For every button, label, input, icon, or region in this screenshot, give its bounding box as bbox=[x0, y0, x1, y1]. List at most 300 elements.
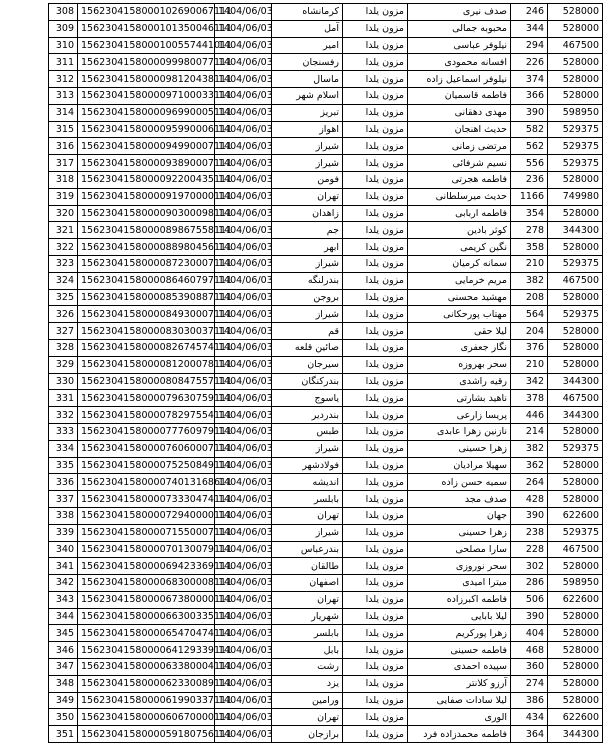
tracking-code: 1562304158000080847557111 bbox=[78, 373, 215, 390]
city-name: اسلام شهر bbox=[272, 87, 343, 104]
table-row bbox=[49, 155, 603, 172]
city-name: شیراز bbox=[272, 255, 343, 272]
table-row bbox=[49, 188, 603, 205]
shop-name: مزون یلدا bbox=[343, 87, 408, 104]
city-name: شیراز bbox=[272, 440, 343, 457]
customer-name: سحر نوروزی bbox=[408, 558, 511, 575]
item-number: 446 bbox=[511, 407, 548, 424]
shop-name: مزون یلدا bbox=[343, 692, 408, 709]
table-row bbox=[49, 675, 603, 692]
shop-name: مزون یلدا bbox=[343, 272, 408, 289]
amount-value: 528000 bbox=[548, 339, 603, 356]
amount-value: 598950 bbox=[548, 104, 603, 121]
order-date: 1404/06/03 bbox=[215, 121, 272, 138]
row-index: 342 bbox=[49, 575, 78, 592]
table-row bbox=[49, 272, 603, 289]
item-number: 562 bbox=[511, 138, 548, 155]
table-row bbox=[49, 138, 603, 155]
order-date: 1404/06/03 bbox=[215, 71, 272, 88]
tracking-code: 1562304158000060670000111 bbox=[78, 709, 215, 726]
order-date: 1404/06/03 bbox=[215, 37, 272, 54]
amount-value: 528000 bbox=[548, 474, 603, 491]
order-date: 1404/06/03 bbox=[215, 222, 272, 239]
row-index: 340 bbox=[49, 541, 78, 558]
item-number: 390 bbox=[511, 104, 548, 121]
shop-name: مزون یلدا bbox=[343, 138, 408, 155]
shop-name: مزون یلدا bbox=[343, 491, 408, 508]
customer-name: فاطمه حسینی bbox=[408, 642, 511, 659]
order-date: 1404/06/03 bbox=[215, 440, 272, 457]
tracking-code: 1562304158000062330089111 bbox=[78, 675, 215, 692]
item-number: 354 bbox=[511, 205, 548, 222]
order-date: 1404/06/03 bbox=[215, 709, 272, 726]
item-number: 302 bbox=[511, 558, 548, 575]
table-row bbox=[49, 423, 603, 440]
shop-name: مزون یلدا bbox=[343, 104, 408, 121]
tracking-code: 1562304158000101350046111 bbox=[78, 20, 215, 37]
tracking-code: 1562304158000085390887111 bbox=[78, 289, 215, 306]
tracking-code: 1562304158000068300008111 bbox=[78, 575, 215, 592]
row-index: 348 bbox=[49, 675, 78, 692]
customer-name: نازنین زهرا عابدی bbox=[408, 423, 511, 440]
row-index: 323 bbox=[49, 255, 78, 272]
tracking-code: 1562304158000089867558111 bbox=[78, 222, 215, 239]
city-name: اهواز bbox=[272, 121, 343, 138]
order-date: 1404/06/03 bbox=[215, 272, 272, 289]
item-number: 210 bbox=[511, 356, 548, 373]
tracking-code: 1562304158000069423369111 bbox=[78, 558, 215, 575]
item-number: 390 bbox=[511, 507, 548, 524]
amount-value: 529375 bbox=[548, 155, 603, 172]
tracking-code: 1562304158000100557441011 bbox=[78, 37, 215, 54]
customer-name: مهتاب پورحکانی bbox=[408, 306, 511, 323]
order-date: 1404/06/03 bbox=[215, 356, 272, 373]
customer-name: سپیده احمدی bbox=[408, 659, 511, 676]
order-date: 1404/06/03 bbox=[215, 625, 272, 642]
row-index: 343 bbox=[49, 591, 78, 608]
customer-name: افسانه محمودی bbox=[408, 54, 511, 71]
item-number: 264 bbox=[511, 474, 548, 491]
row-index: 350 bbox=[49, 709, 78, 726]
item-number: 428 bbox=[511, 491, 548, 508]
customer-name: زهرا حسینی bbox=[408, 440, 511, 457]
tracking-code: 1562304158000074013168611 bbox=[78, 474, 215, 491]
table-row bbox=[49, 524, 603, 541]
row-index: 309 bbox=[49, 20, 78, 37]
shop-name: مزون یلدا bbox=[343, 222, 408, 239]
customer-name: مریم خرمایی bbox=[408, 272, 511, 289]
amount-value: 528000 bbox=[548, 289, 603, 306]
item-number: 376 bbox=[511, 339, 548, 356]
shop-name: مزون یلدا bbox=[343, 642, 408, 659]
customer-name: فاطمه اکبرزاده bbox=[408, 591, 511, 608]
order-date: 1404/06/03 bbox=[215, 390, 272, 407]
order-date: 1404/06/03 bbox=[215, 474, 272, 491]
amount-value: 528000 bbox=[548, 4, 603, 21]
order-date: 1404/06/03 bbox=[215, 608, 272, 625]
tracking-code: 1562304158000090300098111 bbox=[78, 205, 215, 222]
customer-name: نیلوفر عباسی bbox=[408, 37, 511, 54]
tracking-code: 1562304158000065470474111 bbox=[78, 625, 215, 642]
shop-name: مزون یلدا bbox=[343, 558, 408, 575]
row-index: 335 bbox=[49, 457, 78, 474]
amount-value: 467500 bbox=[548, 541, 603, 558]
shop-name: مزون یلدا bbox=[343, 575, 408, 592]
amount-value: 528000 bbox=[548, 20, 603, 37]
tracking-code: 1562304158000076060007111 bbox=[78, 440, 215, 457]
item-number: 226 bbox=[511, 54, 548, 71]
tracking-code: 1562304158000088980456111 bbox=[78, 239, 215, 256]
table-row bbox=[49, 625, 603, 642]
tracking-code: 1562304158000099980077111 bbox=[78, 54, 215, 71]
tracking-code: 1562304158000067380000111 bbox=[78, 591, 215, 608]
customer-name: مرتضی زمانی bbox=[408, 138, 511, 155]
amount-value: 528000 bbox=[548, 356, 603, 373]
customer-name: لیلا سادات صفایی bbox=[408, 692, 511, 709]
tracking-code: 1562304158000077760979111 bbox=[78, 423, 215, 440]
tracking-code: 1562304158000092200435111 bbox=[78, 171, 215, 188]
item-number: 204 bbox=[511, 323, 548, 340]
amount-value: 528000 bbox=[548, 54, 603, 71]
row-index: 328 bbox=[49, 339, 78, 356]
tracking-code: 1562304158000063380004111 bbox=[78, 659, 215, 676]
city-name: فولادشهر bbox=[272, 457, 343, 474]
customer-name: حدیث اهنجان bbox=[408, 121, 511, 138]
city-name: اصفهان bbox=[272, 575, 343, 592]
item-number: 382 bbox=[511, 272, 548, 289]
city-name: بندرعباس bbox=[272, 541, 343, 558]
customer-name: لیلا بابایی bbox=[408, 608, 511, 625]
item-number: 564 bbox=[511, 306, 548, 323]
shop-name: مزون یلدا bbox=[343, 188, 408, 205]
amount-value: 344300 bbox=[548, 222, 603, 239]
table-row bbox=[49, 222, 603, 239]
tracking-code: 1562304158000059180756111 bbox=[78, 726, 215, 743]
customer-name: الوری bbox=[408, 709, 511, 726]
item-number: 386 bbox=[511, 692, 548, 709]
customer-name: فاطمه محمدزاده فرد bbox=[408, 726, 511, 743]
amount-value: 528000 bbox=[548, 423, 603, 440]
customer-name: مهدی دهقانی bbox=[408, 104, 511, 121]
city-name: تهران bbox=[272, 188, 343, 205]
amount-value: 622600 bbox=[548, 591, 603, 608]
amount-value: 528000 bbox=[548, 71, 603, 88]
table-row bbox=[49, 356, 603, 373]
table-row bbox=[49, 407, 603, 424]
row-index: 325 bbox=[49, 289, 78, 306]
table-row bbox=[49, 87, 603, 104]
tracking-code: 1562304158000087230007111 bbox=[78, 255, 215, 272]
table-row bbox=[49, 591, 603, 608]
customer-name: جهان bbox=[408, 507, 511, 524]
shop-name: مزون یلدا bbox=[343, 608, 408, 625]
order-date: 1404/06/03 bbox=[215, 104, 272, 121]
customer-name: سمیه حسن زاده bbox=[408, 474, 511, 491]
table-row bbox=[49, 171, 603, 188]
shop-name: مزون یلدا bbox=[343, 659, 408, 676]
city-name: فومن bbox=[272, 171, 343, 188]
item-number: 210 bbox=[511, 255, 548, 272]
table-row bbox=[49, 20, 603, 37]
table-row bbox=[49, 121, 603, 138]
city-name: بندرکنگان bbox=[272, 373, 343, 390]
row-index: 324 bbox=[49, 272, 78, 289]
row-index: 316 bbox=[49, 138, 78, 155]
table-row bbox=[49, 323, 603, 340]
row-index: 331 bbox=[49, 390, 78, 407]
table-row bbox=[49, 558, 603, 575]
shop-name: مزون یلدا bbox=[343, 390, 408, 407]
customer-name: سارا مصلحی bbox=[408, 541, 511, 558]
shop-name: مزون یلدا bbox=[343, 423, 408, 440]
order-date: 1404/06/03 bbox=[215, 289, 272, 306]
customer-name: لیلا حقی bbox=[408, 323, 511, 340]
city-name: شیراز bbox=[272, 524, 343, 541]
city-name: بابلسر bbox=[272, 625, 343, 642]
customer-name: سمانه کرمیان bbox=[408, 255, 511, 272]
shop-name: مزون یلدا bbox=[343, 373, 408, 390]
amount-value: 529375 bbox=[548, 121, 603, 138]
city-name: یزد bbox=[272, 675, 343, 692]
order-date: 1404/06/03 bbox=[215, 692, 272, 709]
item-number: 294 bbox=[511, 37, 548, 54]
shop-name: مزون یلدا bbox=[343, 171, 408, 188]
amount-value: 467500 bbox=[548, 272, 603, 289]
amount-value: 528000 bbox=[548, 608, 603, 625]
customer-name: نگین کریمی bbox=[408, 239, 511, 256]
table-row bbox=[49, 205, 603, 222]
city-name: بابل bbox=[272, 642, 343, 659]
shop-name: مزون یلدا bbox=[343, 541, 408, 558]
city-name: سیرجان bbox=[272, 356, 343, 373]
order-date: 1404/06/03 bbox=[215, 323, 272, 340]
city-name: آمل bbox=[272, 20, 343, 37]
tracking-code: 1562304158000084930007111 bbox=[78, 306, 215, 323]
table-row bbox=[49, 608, 603, 625]
city-name: طالقان bbox=[272, 558, 343, 575]
item-number: 238 bbox=[511, 524, 548, 541]
city-name: تهران bbox=[272, 709, 343, 726]
shop-name: مزون یلدا bbox=[343, 474, 408, 491]
city-name: شهریار bbox=[272, 608, 343, 625]
customer-name: میترا امیدی bbox=[408, 575, 511, 592]
customer-name: فاطمه هجرتی bbox=[408, 171, 511, 188]
table-row bbox=[49, 659, 603, 676]
order-date: 1404/06/03 bbox=[215, 575, 272, 592]
row-index: 345 bbox=[49, 625, 78, 642]
amount-value: 528000 bbox=[548, 642, 603, 659]
city-name: جم bbox=[272, 222, 343, 239]
tracking-code: 1562304158000093890007111 bbox=[78, 155, 215, 172]
order-date: 1404/06/03 bbox=[215, 54, 272, 71]
order-date: 1404/06/03 bbox=[215, 524, 272, 541]
amount-value: 529375 bbox=[548, 138, 603, 155]
tracking-code: 1562304158000072940000111 bbox=[78, 507, 215, 524]
order-date: 1404/06/03 bbox=[215, 558, 272, 575]
order-date: 1404/06/03 bbox=[215, 4, 272, 21]
order-date: 1404/06/03 bbox=[215, 155, 272, 172]
row-index: 344 bbox=[49, 608, 78, 625]
tracking-code: 1562304158000097100033111 bbox=[78, 87, 215, 104]
item-number: 342 bbox=[511, 373, 548, 390]
tracking-code: 1562304158000079630759111 bbox=[78, 390, 215, 407]
table-row bbox=[49, 507, 603, 524]
city-name: اندیشه bbox=[272, 474, 343, 491]
amount-value: 528000 bbox=[548, 239, 603, 256]
city-name: بندردیر bbox=[272, 407, 343, 424]
shop-name: مزون یلدا bbox=[343, 4, 408, 21]
amount-value: 528000 bbox=[548, 659, 603, 676]
row-index: 346 bbox=[49, 642, 78, 659]
tracking-code: 1562304158000075250849111 bbox=[78, 457, 215, 474]
shop-name: مزون یلدا bbox=[343, 239, 408, 256]
amount-value: 528000 bbox=[548, 675, 603, 692]
order-date: 1404/06/03 bbox=[215, 642, 272, 659]
tracking-code: 1562304158000096990005111 bbox=[78, 104, 215, 121]
item-number: 358 bbox=[511, 239, 548, 256]
city-name: ماسال bbox=[272, 71, 343, 88]
amount-value: 529375 bbox=[548, 524, 603, 541]
city-name: برازجان bbox=[272, 726, 343, 743]
city-name: رشت bbox=[272, 659, 343, 676]
row-index: 341 bbox=[49, 558, 78, 575]
item-number: 208 bbox=[511, 289, 548, 306]
tracking-code: 1562304158000091970000111 bbox=[78, 188, 215, 205]
customer-name: حدیث میرسلطانی bbox=[408, 188, 511, 205]
amount-value: 598950 bbox=[548, 575, 603, 592]
amount-value: 528000 bbox=[548, 205, 603, 222]
table-row bbox=[49, 642, 603, 659]
order-date: 1404/06/03 bbox=[215, 339, 272, 356]
item-number: 382 bbox=[511, 440, 548, 457]
table-row bbox=[49, 692, 603, 709]
amount-value: 528000 bbox=[548, 87, 603, 104]
tracking-code: 1562304158000081200078111 bbox=[78, 356, 215, 373]
shop-name: مزون یلدا bbox=[343, 323, 408, 340]
amount-value: 528000 bbox=[548, 491, 603, 508]
customer-name: مهشید محسنی bbox=[408, 289, 511, 306]
row-index: 329 bbox=[49, 356, 78, 373]
order-date: 1404/06/03 bbox=[215, 726, 272, 743]
item-number: 1166 bbox=[511, 188, 548, 205]
tracking-code: 1562304158000071550007111 bbox=[78, 524, 215, 541]
amount-value: 467500 bbox=[548, 37, 603, 54]
city-name: تهران bbox=[272, 591, 343, 608]
tracking-code: 1562304158000086460797111 bbox=[78, 272, 215, 289]
order-date: 1404/06/03 bbox=[215, 306, 272, 323]
item-number: 228 bbox=[511, 541, 548, 558]
item-number: 360 bbox=[511, 659, 548, 676]
table-row bbox=[49, 289, 603, 306]
item-number: 404 bbox=[511, 625, 548, 642]
item-number: 344 bbox=[511, 20, 548, 37]
table-row bbox=[49, 726, 603, 743]
item-number: 506 bbox=[511, 591, 548, 608]
row-index: 314 bbox=[49, 104, 78, 121]
table-row bbox=[49, 239, 603, 256]
amount-value: 528000 bbox=[548, 692, 603, 709]
order-date: 1404/06/03 bbox=[215, 491, 272, 508]
item-number: 274 bbox=[511, 675, 548, 692]
row-index: 308 bbox=[49, 4, 78, 21]
customer-name: زهرا حسینی bbox=[408, 524, 511, 541]
order-date: 1404/06/03 bbox=[215, 138, 272, 155]
customer-name: سهیلا مرادیان bbox=[408, 457, 511, 474]
customer-name: زهرا پورکریم bbox=[408, 625, 511, 642]
order-date: 1404/06/03 bbox=[215, 659, 272, 676]
shop-name: مزون یلدا bbox=[343, 71, 408, 88]
table-row bbox=[49, 306, 603, 323]
city-name: بابلسر bbox=[272, 491, 343, 508]
tracking-code: 1562304158000083030037111 bbox=[78, 323, 215, 340]
item-number: 364 bbox=[511, 726, 548, 743]
city-name: بروجن bbox=[272, 289, 343, 306]
city-name: کرمانشاه bbox=[272, 4, 343, 21]
row-index: 321 bbox=[49, 222, 78, 239]
table-row bbox=[49, 390, 603, 407]
table-row bbox=[49, 255, 603, 272]
row-index: 327 bbox=[49, 323, 78, 340]
shop-name: مزون یلدا bbox=[343, 675, 408, 692]
item-number: 582 bbox=[511, 121, 548, 138]
item-number: 246 bbox=[511, 4, 548, 21]
shop-name: مزون یلدا bbox=[343, 155, 408, 172]
row-index: 313 bbox=[49, 87, 78, 104]
table-row bbox=[49, 339, 603, 356]
table-row bbox=[49, 54, 603, 71]
shop-name: مزون یلدا bbox=[343, 20, 408, 37]
customer-name: صدف مجد bbox=[408, 491, 511, 508]
amount-value: 622600 bbox=[548, 709, 603, 726]
row-index: 334 bbox=[49, 440, 78, 457]
item-number: 434 bbox=[511, 709, 548, 726]
amount-value: 749980 bbox=[548, 188, 603, 205]
row-index: 326 bbox=[49, 306, 78, 323]
shop-name: مزون یلدا bbox=[343, 709, 408, 726]
amount-value: 344300 bbox=[548, 407, 603, 424]
city-name: تهران bbox=[272, 507, 343, 524]
table-row bbox=[49, 541, 603, 558]
shop-name: مزون یلدا bbox=[343, 726, 408, 743]
row-index: 330 bbox=[49, 373, 78, 390]
table-row bbox=[49, 575, 603, 592]
item-number: 556 bbox=[511, 155, 548, 172]
order-date: 1404/06/03 bbox=[215, 541, 272, 558]
city-name: شیراز bbox=[272, 138, 343, 155]
row-index: 312 bbox=[49, 71, 78, 88]
shop-name: مزون یلدا bbox=[343, 356, 408, 373]
order-date: 1404/06/03 bbox=[215, 407, 272, 424]
row-index: 351 bbox=[49, 726, 78, 743]
table-row bbox=[49, 104, 603, 121]
city-name: زاهدان bbox=[272, 205, 343, 222]
tracking-code: 1562304158000064129339111 bbox=[78, 642, 215, 659]
tracking-code: 1562304158000073330474111 bbox=[78, 491, 215, 508]
city-name: امیر bbox=[272, 37, 343, 54]
customer-name: صدف نیری bbox=[408, 4, 511, 21]
customer-name: سحر بهروزه bbox=[408, 356, 511, 373]
city-name: طبس bbox=[272, 423, 343, 440]
city-name: بندرلنگه bbox=[272, 272, 343, 289]
customer-name: رقیه راشدی bbox=[408, 373, 511, 390]
item-number: 390 bbox=[511, 608, 548, 625]
amount-value: 528000 bbox=[548, 558, 603, 575]
customer-name: محبوبه جمالی bbox=[408, 20, 511, 37]
order-date: 1404/06/03 bbox=[215, 205, 272, 222]
order-date: 1404/06/03 bbox=[215, 239, 272, 256]
tracking-code: 1562304158000102690067111 bbox=[78, 4, 215, 21]
row-index: 322 bbox=[49, 239, 78, 256]
